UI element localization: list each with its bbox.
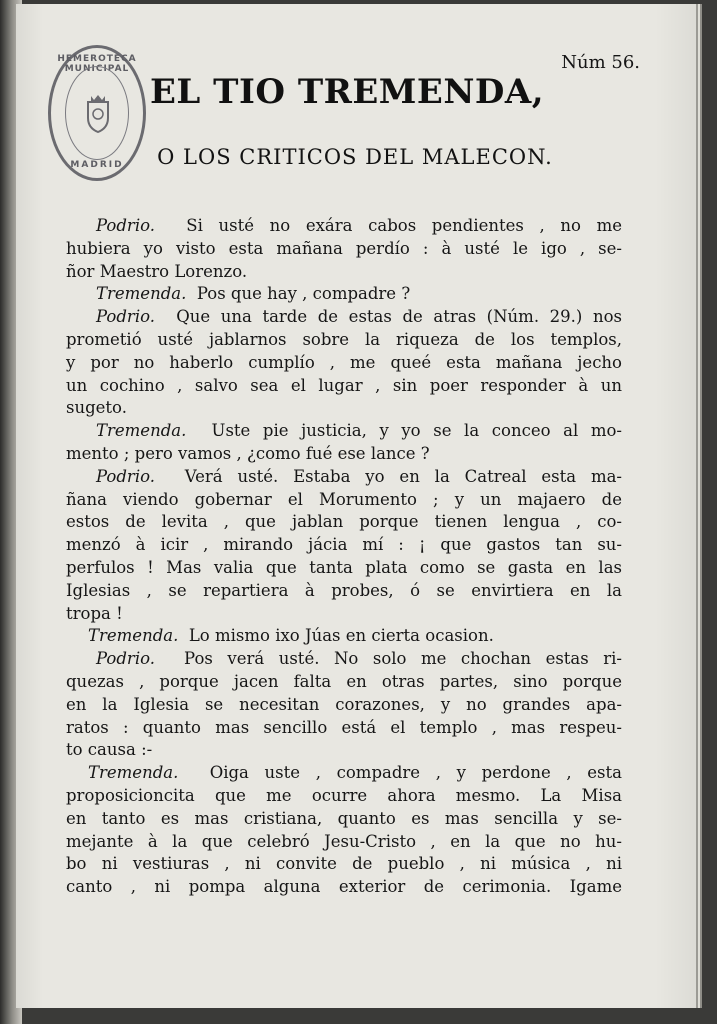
text-line bbox=[66, 580, 622, 603]
page-title: EL TIO TREMENDA, bbox=[150, 72, 545, 112]
line-text: estos de levita , que jablan porque tienen lengua , co- bbox=[66, 512, 622, 532]
text-line bbox=[66, 717, 622, 740]
line-text: sugeto. bbox=[66, 398, 127, 418]
text-line bbox=[66, 557, 622, 580]
speaker-name: Podrio. bbox=[96, 466, 155, 486]
speaker-name: Tremenda. bbox=[96, 284, 187, 304]
text-line bbox=[66, 625, 622, 648]
text-line bbox=[66, 261, 622, 284]
line-text: Oiga uste , compadre , y perdone , esta bbox=[209, 763, 622, 783]
line-text: un cochino , salvo sea el lugar , sin poer responder à un bbox=[66, 375, 622, 395]
line-text: Pos verá usté. No solo me chochan estas ri- bbox=[184, 649, 622, 669]
text-line bbox=[66, 397, 622, 420]
text-line bbox=[66, 694, 622, 717]
line-text: Si usté no exára cabos pendientes , no me bbox=[186, 216, 622, 235]
page-subtitle: O LOS CRITICOS DEL MALECON. bbox=[157, 145, 553, 169]
text-line bbox=[66, 831, 622, 854]
speaker-name: Tremenda. bbox=[88, 763, 179, 783]
text-line bbox=[66, 603, 622, 626]
text-line bbox=[66, 511, 622, 534]
line-text: y por no haberlo cumplío , me queé esta mañana jecho bbox=[66, 352, 622, 372]
line-text: Uste pie justicia, y yo se la conceo al mo- bbox=[211, 421, 622, 441]
line-text: ñana viendo gobernar el Morumento ; y un majaero de bbox=[66, 489, 622, 509]
text-line bbox=[66, 420, 622, 443]
speaker-name: Podrio. bbox=[96, 216, 155, 235]
speaker-name: Podrio. bbox=[96, 307, 155, 327]
line-text: Iglesias , se repartiera à probes, ó se envirtiera en la bbox=[66, 580, 622, 600]
text-line bbox=[66, 466, 622, 489]
text-line bbox=[66, 215, 622, 238]
line-text: proposicioncita que me ocurre ahora mesmo. La Misa bbox=[66, 785, 622, 805]
line-text: bo ni vestiuras , ni convite de pueblo , ni música , ni bbox=[66, 854, 622, 874]
issue-number: Núm 56. bbox=[561, 52, 640, 73]
line-text: quezas , porque jacen falta en otras partes, sino porque bbox=[66, 671, 622, 691]
line-text: mejante à la que celebró Jesu-Cristo , en la que no hu- bbox=[66, 831, 622, 851]
line-text: Lo mismo ixo Júas en cierta ocasion. bbox=[188, 626, 494, 646]
text-line bbox=[66, 762, 622, 785]
line-text: perfulos ! Mas valia que tanta plata como se gasta en las bbox=[66, 557, 622, 577]
stamp-top-text: HEMEROTECA MUNICIPAL bbox=[57, 54, 137, 74]
text-line bbox=[66, 739, 622, 762]
text-line bbox=[66, 329, 622, 352]
line-text: ratos : quanto mas sencillo está el templo , mas respeu- bbox=[66, 717, 622, 737]
text-line bbox=[66, 808, 622, 831]
line-text: mento ; pero vamos , ¿como fué ese lance ? bbox=[66, 443, 430, 463]
text-line bbox=[66, 375, 622, 398]
text-line bbox=[66, 785, 622, 808]
text-line bbox=[66, 876, 622, 899]
text-line bbox=[66, 489, 622, 512]
text-line bbox=[66, 671, 622, 694]
text-line bbox=[66, 352, 622, 375]
line-text: canto , ni pompa alguna exterior de cerimonia. Igame bbox=[66, 877, 622, 897]
line-text: to causa :- bbox=[66, 740, 153, 760]
stamp-bottom-text: MADRID bbox=[70, 160, 124, 170]
line-text: en la Iglesia se necesitan corazones, y no grandes apa- bbox=[66, 694, 622, 714]
coat-of-arms-icon bbox=[83, 94, 113, 134]
text-line bbox=[66, 283, 622, 306]
speaker-name: Podrio. bbox=[96, 649, 155, 669]
line-text: prometió usté jablarnos sobre la riqueza de los templos, bbox=[66, 329, 622, 349]
text-line bbox=[66, 238, 622, 261]
line-text: Que una tarde de estas de atras (Núm. 29.) nos bbox=[176, 307, 622, 327]
line-text: en tanto es mas cristiana, quanto es mas sencilla y se- bbox=[66, 808, 622, 828]
speaker-name: Tremenda. bbox=[88, 626, 179, 646]
line-text: hubiera yo visto esta mañana perdío : à usté le igo , se- bbox=[66, 238, 622, 258]
line-text: ñor Maestro Lorenzo. bbox=[66, 261, 248, 281]
line-text: menzó à icir , mirando jácia mí : ¡ que gastos tan su- bbox=[66, 535, 622, 555]
text-line bbox=[66, 648, 622, 671]
speaker-name: Tremenda. bbox=[96, 421, 187, 441]
line-text: tropa ! bbox=[66, 603, 123, 623]
text-line bbox=[66, 534, 622, 557]
line-text: Verá usté. Estaba yo en la Catreal esta ma- bbox=[184, 466, 622, 486]
text-line bbox=[66, 853, 622, 876]
line-text: Pos que hay , compadre ? bbox=[196, 284, 411, 304]
text-line bbox=[66, 443, 622, 466]
text-line bbox=[66, 306, 622, 329]
body-text bbox=[66, 215, 622, 899]
